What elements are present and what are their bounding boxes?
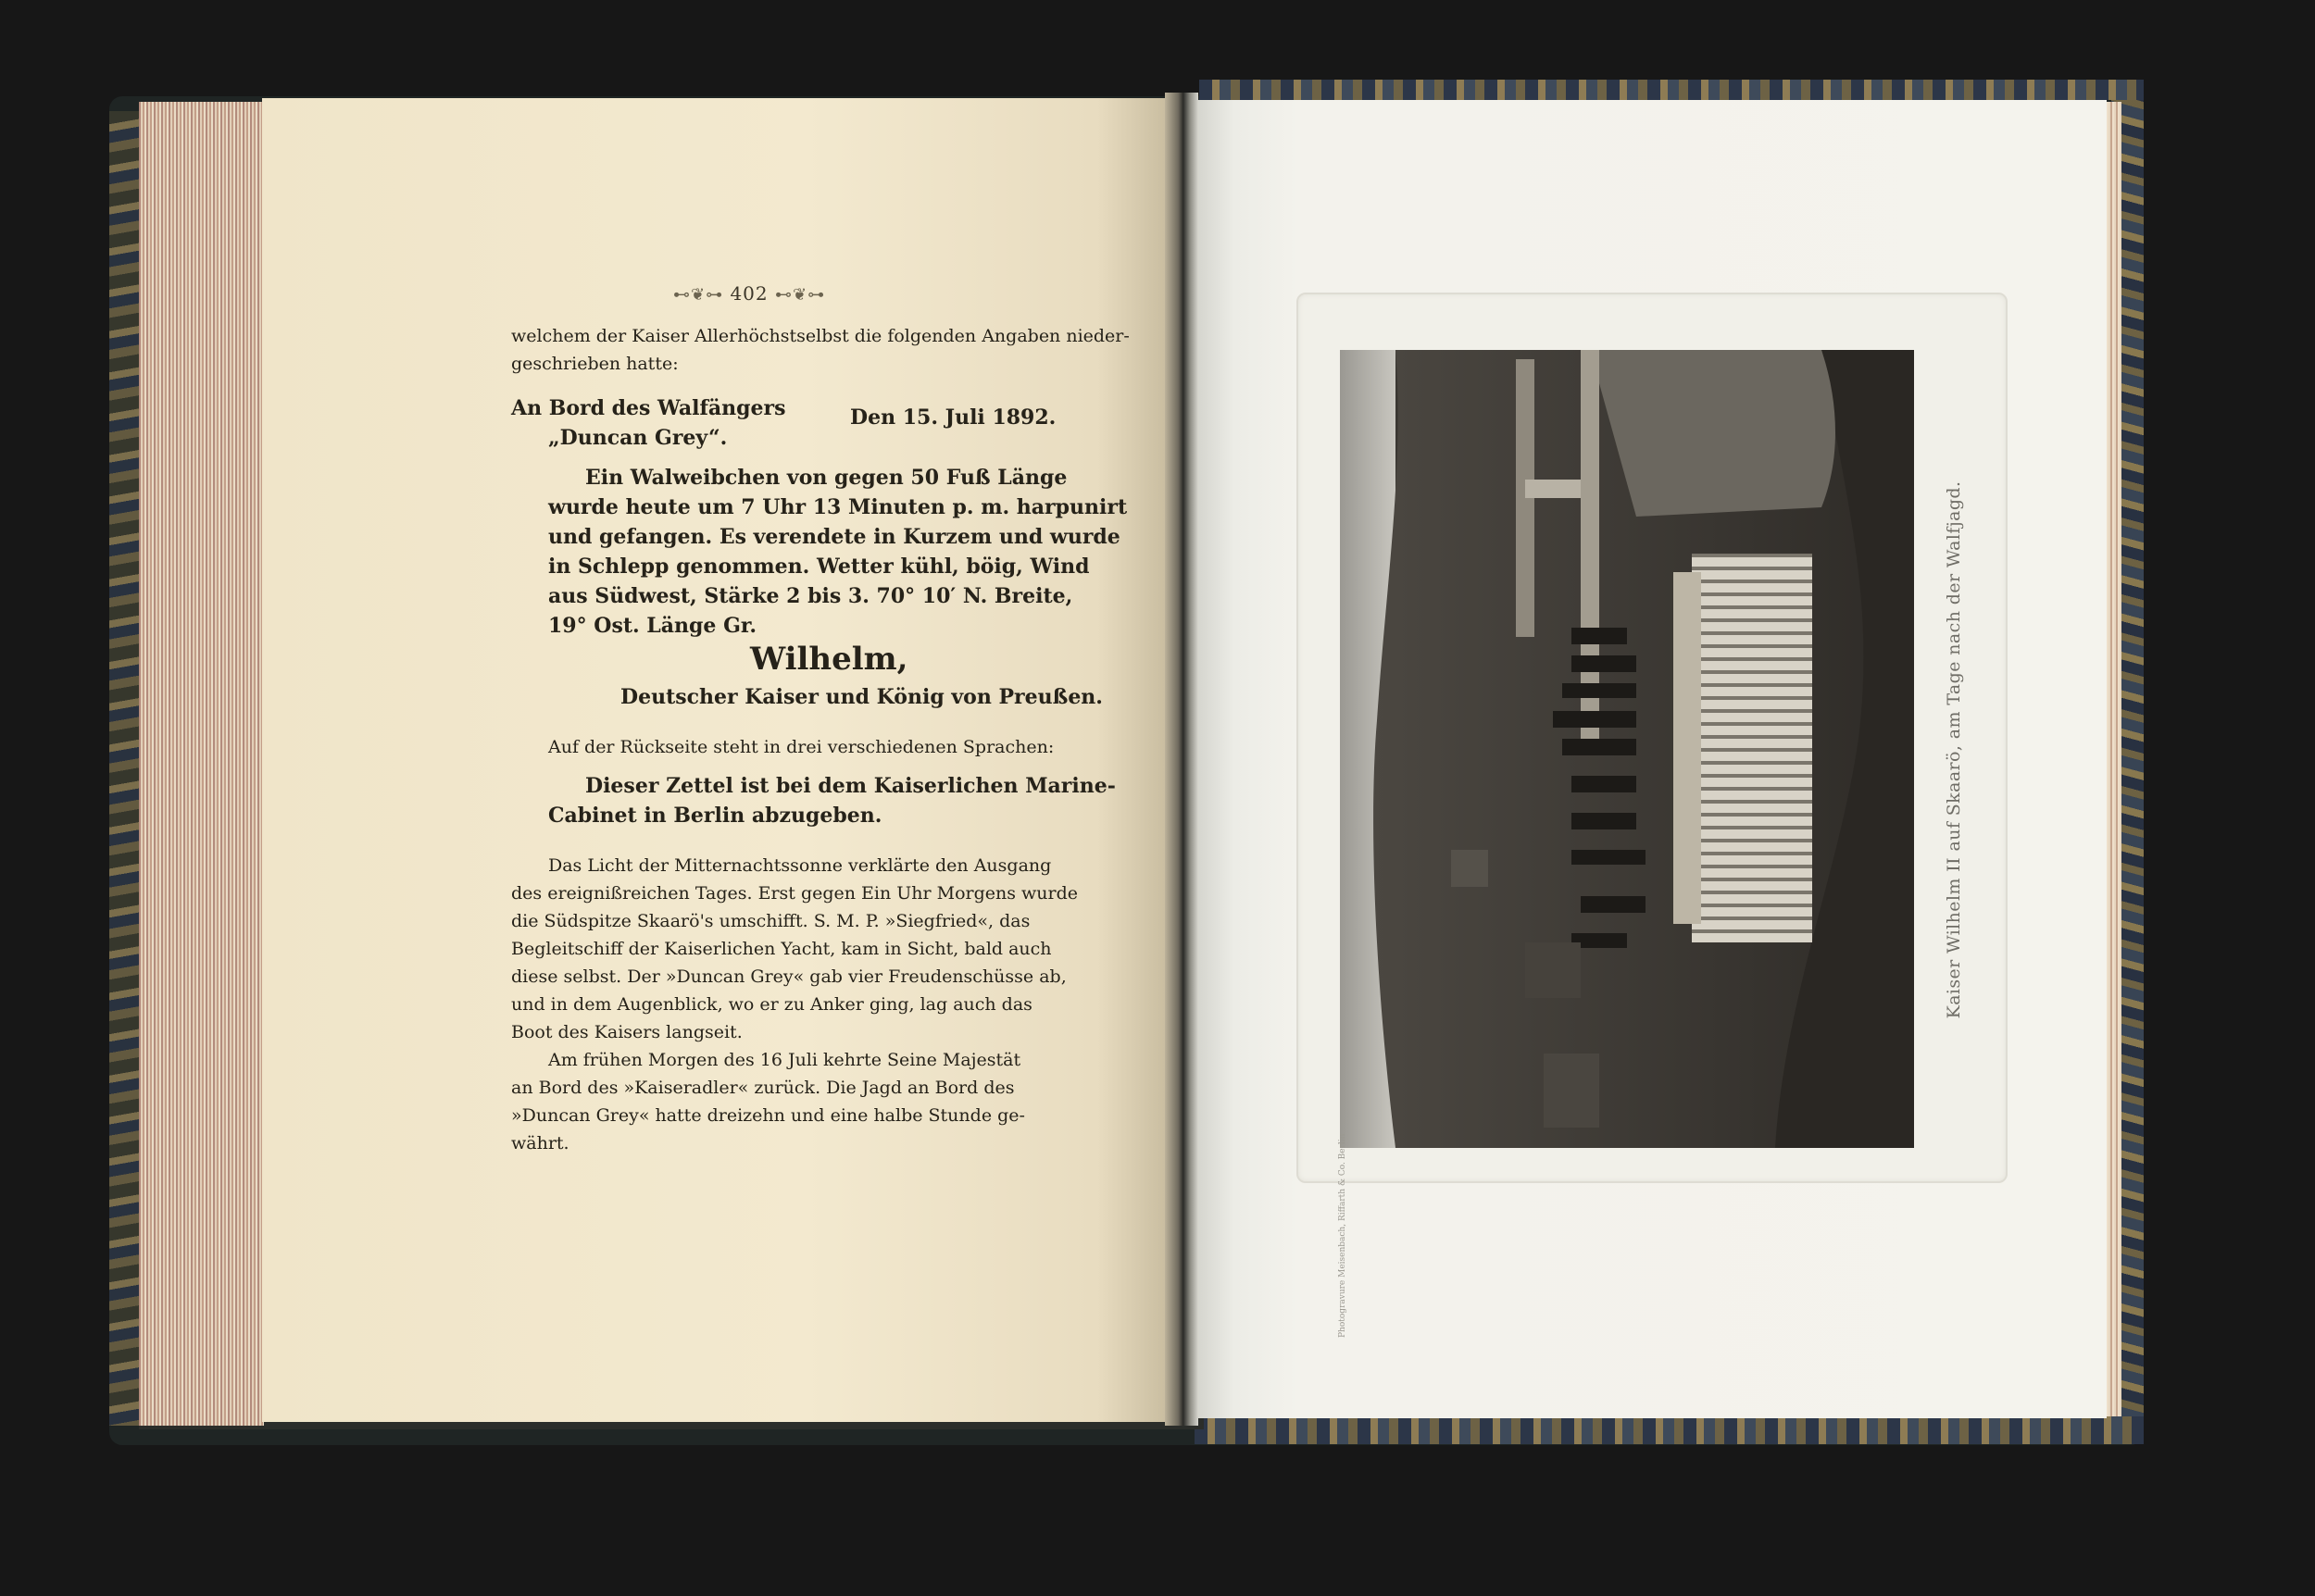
cover-marbled-edge-left (109, 111, 143, 1426)
text-line: und in dem Augenblick, wo er zu Anker ging, lag auch das (511, 994, 1032, 1015)
letter-line: wurde heute um 7 Uhr 13 Minuten p. m. harpunirt (548, 495, 1128, 519)
text-line: geschrieben hatte: (511, 354, 679, 374)
cover-marbled-edge-bottom (1195, 1416, 2144, 1444)
cover-marbled-edge-top (1199, 80, 2144, 100)
text-line: Begleitschiff der Kaiserlichen Yacht, kam in Sicht, bald auch (511, 939, 1052, 959)
text-line: des ereignißreichen Tages. Erst gegen Ein Uhr Morgens wurde (511, 883, 1079, 904)
note-line: Dieser Zettel ist bei dem Kaiserlichen Marine- (585, 774, 1116, 798)
text-line: an Bord des »Kaiseradler« zurück. Die Jagd an Bord des (511, 1078, 1015, 1098)
page-number: 402 (730, 282, 769, 305)
text-line: die Südspitze Skaarö's umschifft. S. M. P. »Siegfried«, das (511, 911, 1031, 931)
note-line: Cabinet in Berlin abzugeben. (548, 804, 882, 828)
text-line: Das Licht der Mitternachtssonne verklärte den Ausgang (548, 855, 1052, 876)
letter-date: Den 15. Juli 1892. (850, 405, 1057, 430)
text-line: Auf der Rückseite steht in drei verschiedenen Sprachen: (548, 737, 1055, 757)
page-header (673, 282, 825, 305)
ornament-left-icon: ⊷❦⊶ (673, 285, 724, 305)
letter-line: aus Südwest, Stärke 2 bis 3. 70° 10′ N. Breite, (548, 584, 1073, 608)
letter-line: Ein Walweibchen von gegen 50 Fuß Länge (585, 466, 1068, 490)
photogravure-image (1340, 350, 1914, 1148)
signature-title: Deutscher Kaiser und König von Preußen. (620, 685, 1103, 709)
text-line: Am frühen Morgen des 16 Juli kehrte Seine Majestät (548, 1050, 1021, 1070)
text-line: »Duncan Grey« hatte dreizehn und eine halbe Stunde ge- (511, 1105, 1025, 1126)
ship-name: „Duncan Grey“. (548, 426, 728, 450)
letter-line: und gefangen. Es verendete in Kurzem und wurde (548, 525, 1120, 549)
letter-line: in Schlepp genommen. Wetter kühl, böig, Wind (548, 555, 1090, 579)
signature-name: Wilhelm, (750, 641, 908, 678)
photo-credit: Photogravure Meisenbach, Riffarth & Co. Berlin (1338, 1133, 1347, 1338)
page-stack-left (139, 102, 264, 1426)
letter-line: 19° Ost. Länge Gr. (548, 614, 757, 638)
plate-caption-text: Kaiser Wilhelm II auf Skaarö, am Tage nach der Walfjagd. (1944, 480, 1964, 1019)
text-line: welchem der Kaiser Allerhöchstselbst die folgenden Angaben nieder- (511, 326, 1130, 346)
book-gutter (1165, 93, 1198, 1426)
text-line: währt. (511, 1133, 569, 1153)
text-line: diese selbst. Der »Duncan Grey« gab vier Freudenschüsse ab, (511, 966, 1067, 987)
ornament-right-icon: ⊷❦⊶ (775, 285, 826, 305)
letter-heading: An Bord des Walfängers (511, 396, 786, 420)
text-line: Boot des Kaisers langseit. (511, 1022, 743, 1042)
